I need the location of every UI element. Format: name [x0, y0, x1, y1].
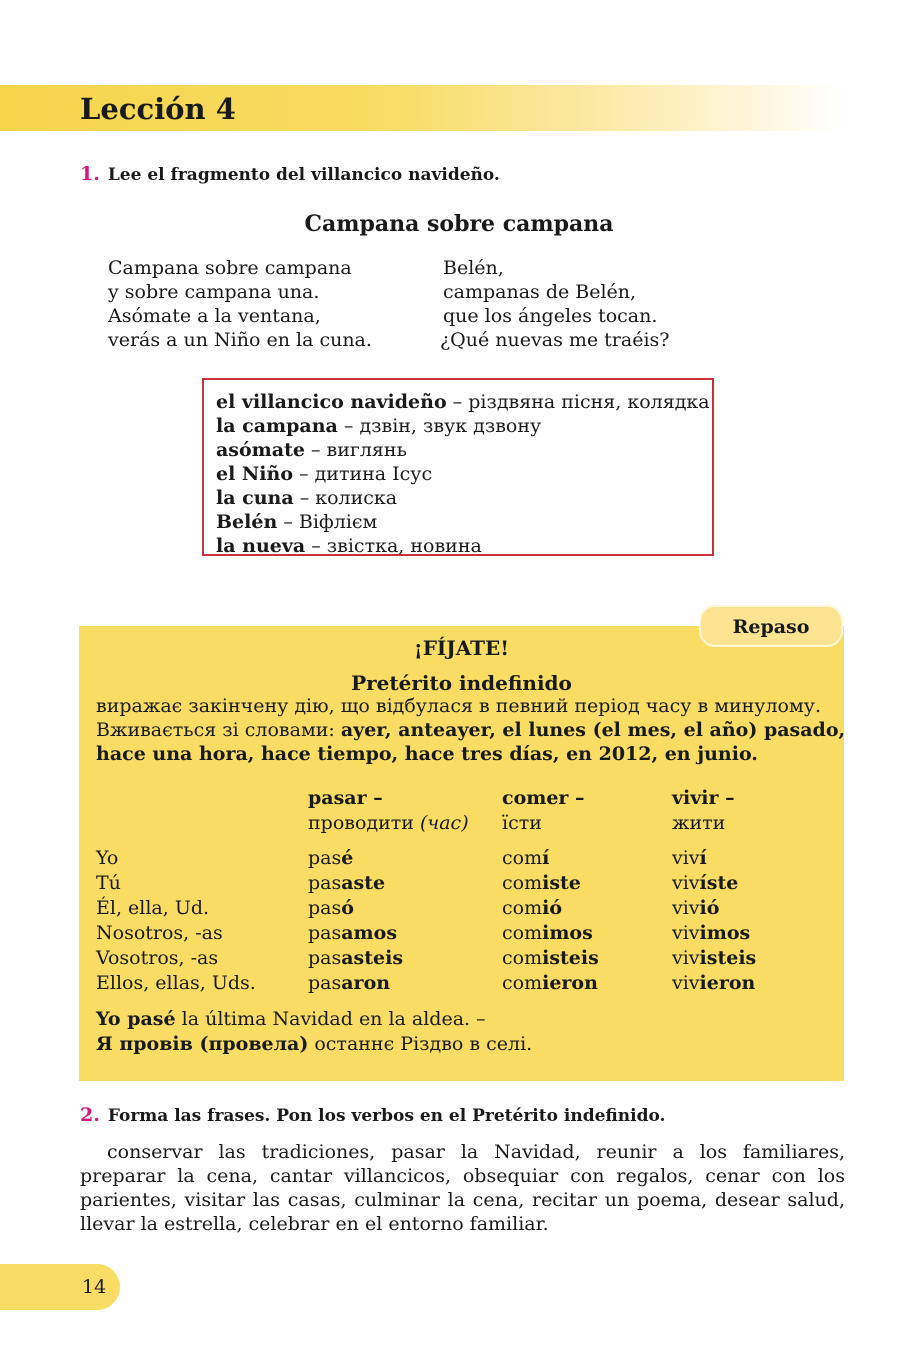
pronoun: Ellos, ellas, Uds. — [96, 972, 256, 994]
verb-gloss — [308, 811, 469, 836]
poem-line: Campana sobre campana — [108, 257, 352, 279]
ending: ieron — [542, 972, 598, 994]
example-bold: Yo pasé — [96, 1008, 176, 1030]
vocab-entry — [216, 438, 712, 462]
conjugation-comer — [502, 846, 599, 996]
ending: asteis — [341, 947, 404, 969]
verb-form — [672, 871, 756, 896]
poem-line: que los ángeles tocan. — [443, 305, 658, 327]
verb-form — [672, 846, 756, 871]
verb-header-vivir — [672, 786, 735, 836]
stem: pas — [308, 972, 342, 994]
task-1-number: 1. — [80, 163, 100, 185]
vocab-entry — [216, 390, 712, 414]
stem: viv — [672, 897, 700, 919]
vocabulary-box — [202, 378, 714, 556]
verb-form — [502, 846, 599, 871]
ending: ieron — [699, 972, 756, 994]
verb-form — [502, 896, 599, 921]
lesson-title: Lección 4 — [80, 92, 236, 126]
ending: imos — [699, 922, 751, 944]
ending: isteis — [542, 947, 599, 969]
vocab-entry — [216, 462, 712, 486]
vocab-definition: – різдвяна пісня, колядка — [446, 391, 710, 413]
verb-gloss: їсти — [502, 812, 542, 834]
stem: com — [502, 922, 543, 944]
stem: pas — [308, 897, 342, 919]
verb-form — [672, 971, 756, 996]
verb-form — [308, 871, 403, 896]
ending: í — [542, 847, 550, 869]
stem: viv — [672, 947, 700, 969]
conjugation-vivir — [672, 846, 756, 996]
stem: pas — [308, 947, 342, 969]
ending: aron — [341, 972, 391, 994]
example-rest: la última Navidad en la aldea. – — [175, 1008, 486, 1030]
verb-form — [502, 946, 599, 971]
vocab-entry — [216, 534, 712, 558]
example-bold: Я провів (провела) — [96, 1033, 309, 1055]
poem-line: campanas de Belén, — [443, 281, 637, 303]
verb-form — [308, 921, 403, 946]
verb-name: comer – — [502, 787, 585, 809]
verb-gloss-note: (час) — [420, 812, 469, 834]
verb-form — [502, 971, 599, 996]
task-1-instruction — [80, 163, 500, 185]
poem-title: Campana sobre campana — [304, 211, 614, 237]
vocab-term: la cuna — [216, 487, 294, 509]
stem: com — [502, 972, 543, 994]
poem-right-column — [440, 256, 669, 352]
stem: com — [502, 897, 543, 919]
ending: ó — [341, 897, 354, 919]
usage-words-continued: hace una hora, hace tiempo, hace tres días, en 2012, en junio. — [96, 743, 758, 765]
stem: viv — [672, 972, 700, 994]
pronoun: Nosotros, -as — [96, 922, 223, 944]
verb-form — [502, 921, 599, 946]
ending: isteis — [699, 947, 757, 969]
page-number: 14 — [82, 1276, 107, 1298]
pronoun: Él, ella, Ud. — [96, 897, 210, 919]
ending: iste — [542, 872, 581, 894]
stem: viv — [672, 847, 700, 869]
grammar-usage-line — [96, 719, 845, 741]
pronoun: Tú — [96, 872, 121, 894]
poem-line: verás a un Niño en la cuna. — [108, 329, 372, 351]
stem: pas — [308, 922, 342, 944]
task-2-instruction — [80, 1104, 665, 1126]
verb-gloss: жити — [672, 812, 726, 834]
usage-prefix: Вживається зі словами: — [96, 719, 341, 741]
vocab-entry — [216, 486, 712, 510]
repaso-badge: Repaso — [699, 605, 843, 647]
verb-name: pasar – — [308, 787, 383, 809]
conjugation-pasar — [308, 846, 403, 996]
ending: amos — [341, 922, 398, 944]
ending: imos — [542, 922, 593, 944]
stem: com — [502, 947, 543, 969]
stem: pas — [308, 872, 342, 894]
example-rest: останнє Різдво в селі. — [308, 1033, 533, 1055]
verb-gloss-text: проводити — [308, 812, 414, 834]
poem-line: Asómate a la ventana, — [108, 305, 321, 327]
vocab-entry — [216, 414, 712, 438]
verb-form — [672, 896, 756, 921]
grammar-heading: ¡FÍJATE! — [413, 636, 510, 660]
task-1-text: Lee el fragmento del villancico navideño. — [107, 165, 500, 185]
vocab-term: el villancico navideño — [216, 391, 447, 413]
poem-left-column — [108, 256, 372, 352]
ending: í — [699, 847, 707, 869]
vocab-definition: – Віфлієм — [277, 511, 378, 533]
ending: aste — [341, 872, 386, 894]
verb-header-pasar — [308, 786, 469, 836]
grammar-definition: виражає закінчену дію, що відбулася в певний період часу в минулому. — [96, 695, 821, 717]
vocab-term: asómate — [216, 439, 305, 461]
vocab-definition: – дзвін, звук дзвону — [337, 415, 542, 437]
poem-line: ¿Qué nuevas me traéis? — [440, 329, 670, 351]
vocab-definition: – дитина Ісус — [293, 463, 433, 485]
verb-form — [502, 871, 599, 896]
vocab-definition: – звістка, новина — [305, 535, 482, 557]
usage-words: ayer, anteayer, el lunes (el mes, el año) pasado, — [340, 719, 846, 741]
task-2-word-list: conservar las tradiciones, pasar la Navidad, reunir a los familiares, preparar la cena, cantar villancicos, obsequiar con regalos, cenar con los parientes, visitar las casas, culminar la cena, recitar un poema, desear salud, llevar la estrella, celebrar en el entorno familiar. — [80, 1141, 845, 1235]
verb-form — [308, 946, 403, 971]
stem: pas — [308, 847, 342, 869]
verb-form — [308, 846, 403, 871]
poem-line: y sobre campana una. — [108, 281, 320, 303]
ending: é — [341, 847, 354, 869]
stem: viv — [672, 872, 700, 894]
vocab-entry — [216, 510, 712, 534]
verb-form — [672, 921, 756, 946]
pronoun: Vosotros, -as — [96, 947, 219, 969]
verb-form — [308, 971, 403, 996]
stem: com — [502, 847, 543, 869]
pronoun-column — [96, 846, 256, 996]
example-spanish — [96, 1008, 486, 1030]
verb-form — [308, 896, 403, 921]
example-ukrainian — [96, 1033, 532, 1055]
verb-form — [672, 946, 756, 971]
ending: íste — [699, 872, 739, 894]
task-2-number: 2. — [80, 1104, 100, 1126]
task-2-text: Forma las frases. Pon los verbos en el Pretérito indefinido. — [107, 1106, 666, 1126]
vocab-definition: – виглянь — [304, 439, 407, 461]
verb-header-comer — [502, 786, 585, 836]
vocab-term: la nueva — [216, 535, 306, 557]
grammar-subheading: Pretérito indefinido — [351, 671, 572, 695]
poem-line: Belén, — [443, 257, 504, 279]
ending: ió — [699, 897, 720, 919]
stem: com — [502, 872, 543, 894]
vocab-term: el Niño — [216, 463, 293, 485]
stem: viv — [672, 922, 700, 944]
vocab-definition: – колиска — [293, 487, 398, 509]
verb-name: vivir – — [672, 787, 735, 809]
ending: ió — [542, 897, 562, 919]
vocab-term: Belén — [216, 511, 278, 533]
pronoun: Yo — [96, 847, 119, 869]
vocab-term: la campana — [216, 415, 338, 437]
